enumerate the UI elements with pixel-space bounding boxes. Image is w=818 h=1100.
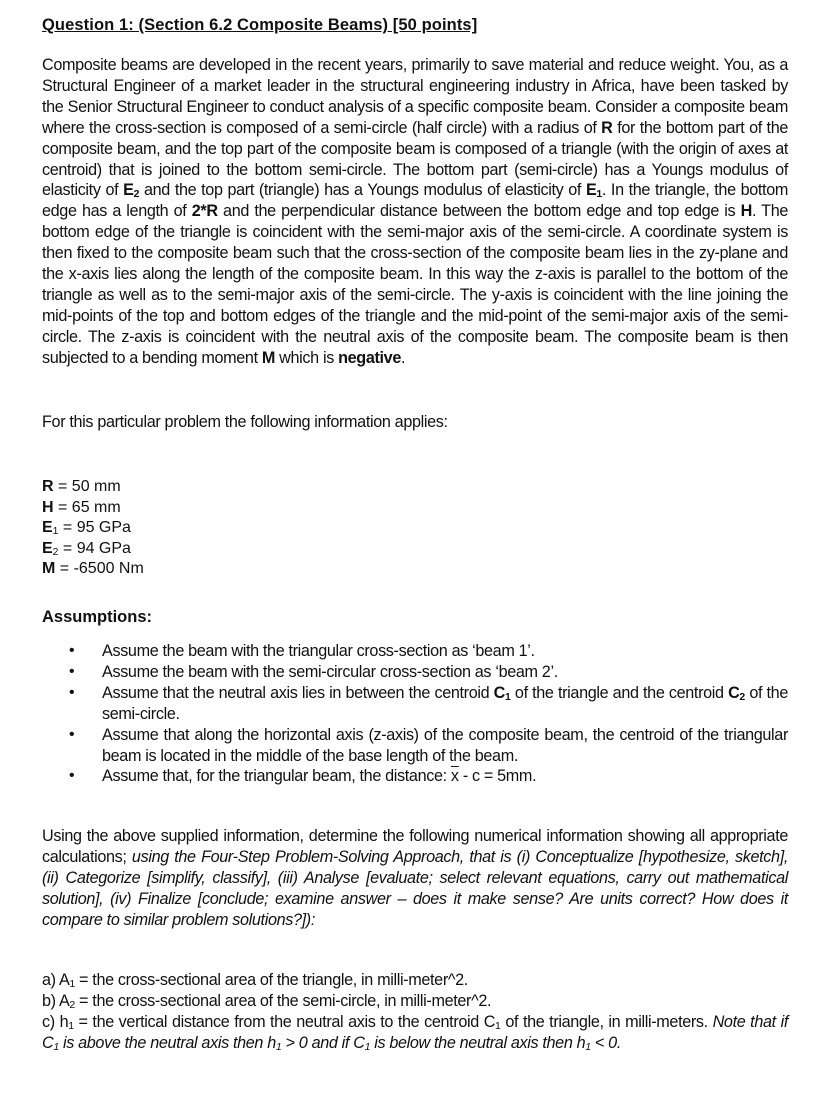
given-value: = 94 GPa — [58, 539, 131, 557]
intro-text: . In the triangle, the bottom edge has a length of — [42, 181, 788, 221]
subscript: 1 — [68, 1019, 74, 1032]
symbol-C1 — [494, 684, 511, 702]
intro-text: and the perpendicular distance between the bottom edge and top edge is — [217, 202, 741, 221]
note-text: < 0. — [590, 1033, 621, 1052]
item-text: = the vertical distance from the neutral axis to the centroid C — [73, 1012, 496, 1031]
symbol-E2 — [123, 181, 139, 199]
symbol-M: M — [261, 348, 276, 367]
subscript: 2 — [739, 690, 745, 703]
assumptions-list — [42, 641, 788, 787]
given-R — [42, 477, 144, 498]
given-symbol: E — [42, 539, 53, 557]
symbol-letter: E — [123, 181, 134, 200]
item-b — [42, 991, 788, 1012]
question-title: Question 1: (Section 6.2 Composite Beams) [50 points] — [42, 16, 478, 34]
bullet-icon: • — [69, 662, 75, 680]
intro-text: and the top part (triangle) has a Youngs modulus of elasticity of — [139, 181, 586, 200]
given-symbol: R — [42, 478, 54, 495]
item-label: b) A — [42, 991, 70, 1010]
given-value: = 50 mm — [53, 478, 121, 495]
negative-emphasis: negative — [338, 348, 401, 367]
four-step-approach-text: using the Four-Step Problem-Solving Approach, that is (i) Conceptualize [hypothesize, sketch], (ii) Categorize [simplify, classify], (iii) Analyse [evaluate; select relevant equations, carry out mathematical solution], (iv) Finalize [conclude; examine answer – does it make sense? Are units correct? How does it compare to similar problem solutions?]): — [42, 847, 788, 929]
item-c — [42, 1012, 788, 1054]
given-symbol: H — [42, 498, 54, 516]
assumptions-heading: Assumptions: — [42, 608, 153, 626]
problem-description — [42, 55, 788, 369]
note-text: Note that if C — [42, 1012, 788, 1052]
assumption-item — [42, 662, 788, 683]
bullet-icon: • — [69, 725, 75, 743]
given-E1 — [42, 518, 144, 539]
subscript: 1 — [69, 978, 75, 991]
given-H — [42, 498, 144, 519]
assumption-text: Assume that, for the triangular beam, the distance: — [102, 767, 451, 786]
given-M — [42, 559, 144, 580]
subscript: 2 — [69, 999, 75, 1011]
intro-text: Composite beams are developed in the recent years, primarily to save material and reduce weight. You, as a Structural Engineer of a market leader in the structural engineering industry in Africa, have been tasked by the Senior Structural Engineer to conduct analysis of a specific composite beam. Consider a composite beam where the cross-section is composed of a semi-circle (half circle) with a radius of — [42, 56, 788, 137]
task-instructions — [42, 826, 788, 931]
item-text: = the cross-sectional area of the semi-circle, in milli-meter^2. — [74, 991, 492, 1010]
symbol-R: R — [601, 118, 613, 137]
subscript: 1 — [275, 1040, 282, 1053]
item-label: a) A — [42, 971, 70, 989]
bullet-icon: • — [69, 683, 75, 701]
assumption-text: of the semi-circle. — [102, 683, 788, 723]
subscript: 1 — [52, 526, 59, 538]
intro-text: . — [400, 348, 406, 367]
note-text: is below the neutral axis then h — [370, 1033, 586, 1052]
symbol-2R: 2*R — [191, 202, 218, 221]
item-text: = the cross-sectional area of the triangle, in milli-meter^2. — [74, 971, 468, 989]
given-value: = 95 GPa — [58, 519, 131, 536]
given-E2 — [42, 539, 144, 560]
subscript: 2 — [133, 188, 140, 201]
subscript: 1 — [53, 1040, 59, 1053]
symbol-letter: C — [728, 683, 740, 702]
intro-text: . The bottom edge of the triangle is coincident with the semi-major axis of the semi-circle. A coordinate system is then fixed to the composite beam such that the cross-section of the composite beam lies in the zy-plane and the x-axis lies along the length of the composite beam. In this way the z-axis is parallel to the bottom of the triangle as well as to the semi-major axis of the semi-circle. The y-axis is coincident with the line joining the mid-points of the top and bottom edges of the triangle and the mid-point of the semi-major axis of the semi-circle. The z-axis is coincident with the neutral axis of the composite beam. The composite beam is then subjected to a bending moment — [42, 202, 788, 367]
symbol-H: H — [740, 202, 752, 221]
given-values — [42, 477, 144, 580]
bullet-icon: • — [69, 767, 75, 785]
assumption-text: Assume the beam with the triangular cross-section as ‘beam 1’. — [102, 642, 535, 660]
x-bar-symbol: $\overline{x}$ — [450, 767, 459, 786]
assumption-text: of the triangle and the centroid — [510, 683, 729, 702]
intro-text: for the bottom part of the composite beam, and the top part of the composite beam is composed of a triangle (with the origin of axes at centroid) that is joined to the bottom semi-circle. The bottom part (semi-circle) has a Youngs modulus of elasticity of — [42, 118, 789, 200]
given-symbol: M — [42, 560, 56, 577]
symbol-C2 — [728, 684, 745, 702]
question-items — [42, 970, 788, 1054]
applies-line: For this particular problem the following information applies: — [42, 413, 448, 431]
given-value: = 65 mm — [53, 498, 121, 516]
assumption-text: Assume that the neutral axis lies in between the centroid — [102, 683, 494, 702]
item-label: c) h — [42, 1012, 69, 1031]
assumption-item — [42, 641, 788, 662]
item-a — [42, 970, 788, 991]
item-text: of the triangle, in milli-meters. — [500, 1012, 713, 1031]
task-text: Using the above supplied information, determine the following numerical information showing all appropriate calculations; — [42, 827, 788, 866]
assumption-item — [42, 683, 788, 725]
intro-text: which is — [275, 348, 339, 367]
assumption-text: Assume that along the horizontal axis (z-axis) of the composite beam, the centroid of the triangular beam is located in the middle of the base length of the beam. — [102, 725, 788, 765]
symbol-E1 — [586, 181, 602, 199]
subscript: 1 — [495, 1019, 501, 1032]
assumption-item — [42, 766, 788, 787]
subscript: 1 — [505, 690, 511, 703]
assumption-text: - c = 5mm. — [458, 767, 537, 786]
assumption-item — [42, 725, 788, 767]
given-value: = -6500 Nm — [55, 560, 144, 577]
subscript: 1 — [596, 188, 602, 201]
subscript: 1 — [585, 1040, 591, 1053]
bullet-icon: • — [69, 642, 75, 659]
symbol-letter: E — [585, 181, 597, 200]
subscript: 1 — [364, 1040, 371, 1053]
subscript: 2 — [52, 546, 59, 558]
symbol-letter: C — [493, 683, 506, 702]
assumption-text: Assume the beam with the semi-circular cross-section as ‘beam 2’. — [102, 662, 558, 681]
note-text: is above the neutral axis then h — [58, 1033, 276, 1052]
given-symbol: E — [42, 519, 53, 536]
note-text: > 0 and if C — [281, 1033, 365, 1052]
